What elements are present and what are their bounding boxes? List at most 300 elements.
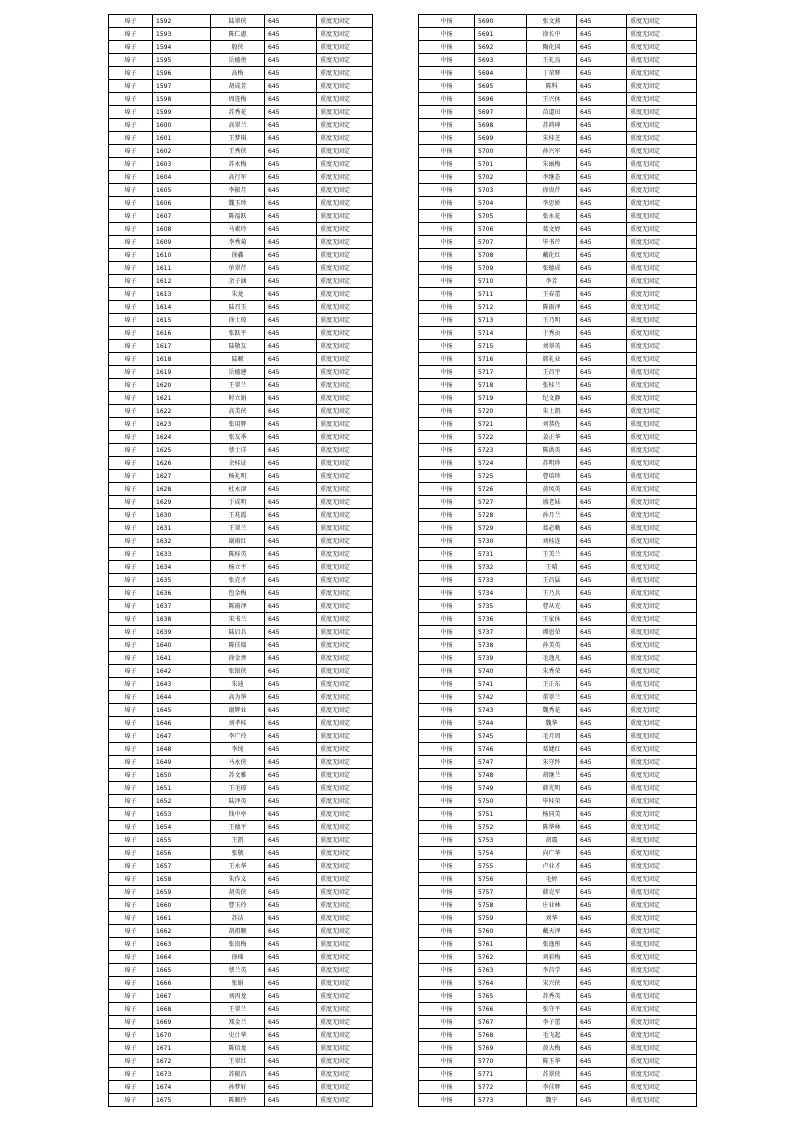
town-cell: 中扬 [419,665,475,678]
id-cell: 1637 [153,600,211,613]
name-cell: 陈桂英 [211,548,265,561]
id-cell: 1615 [153,314,211,327]
table-row [419,600,697,613]
table-row [109,54,373,67]
table-row [419,834,697,847]
amount-cell: 645 [577,1055,627,1068]
town-cell: 中扬 [419,743,475,756]
id-cell: 1596 [153,67,211,80]
table-row [109,158,373,171]
category-cell: 重度无固定 [317,262,373,275]
name-cell: 余桂证 [211,457,265,470]
table-row [109,353,373,366]
category-cell: 重度无固定 [627,405,697,418]
right-roster-table [418,14,697,1107]
table-row [419,197,697,210]
town-cell: 埠子 [109,756,153,769]
town-cell: 中扬 [419,535,475,548]
name-cell: 朱秀荣 [527,665,577,678]
table-row [419,288,697,301]
name-cell: 张友季 [211,431,265,444]
table-row [419,535,697,548]
amount-cell: 645 [577,535,627,548]
table-row [109,496,373,509]
table-row [419,613,697,626]
town-cell: 埠子 [109,223,153,236]
category-cell: 重度无固定 [317,756,373,769]
table-row [419,730,697,743]
town-cell: 中扬 [419,366,475,379]
id-cell: 1659 [153,886,211,899]
table-row [419,496,697,509]
town-cell: 中扬 [419,28,475,41]
id-cell: 5750 [475,795,527,808]
amount-cell: 645 [265,106,317,119]
category-cell: 重度无固定 [317,691,373,704]
amount-cell: 645 [265,275,317,288]
table-row [109,756,373,769]
amount-cell: 645 [265,431,317,444]
town-cell: 埠子 [109,522,153,535]
amount-cell: 645 [577,613,627,626]
table-row [109,782,373,795]
id-cell: 1675 [153,1094,211,1107]
category-cell: 重度无固定 [627,834,697,847]
category-cell: 重度无固定 [627,665,697,678]
table-row [109,41,373,54]
name-cell: 苏秀花 [211,106,265,119]
amount-cell: 645 [577,444,627,457]
town-cell: 埠子 [109,197,153,210]
id-cell: 5721 [475,418,527,431]
table-row [109,639,373,652]
name-cell: 苏永梅 [211,158,265,171]
name-cell: 李广玲 [211,730,265,743]
category-cell: 重度无固定 [317,1081,373,1094]
name-cell: 黄凤英 [527,483,577,496]
name-cell: 郑金兰 [211,1016,265,1029]
category-cell: 重度无固定 [317,171,373,184]
amount-cell: 645 [577,301,627,314]
amount-cell: 645 [577,106,627,119]
id-cell: 5753 [475,834,527,847]
category-cell: 重度无固定 [627,522,697,535]
table-row [419,704,697,717]
table-row [419,171,697,184]
name-cell: 孙梦轩 [211,1081,265,1094]
category-cell: 重度无固定 [317,405,373,418]
town-cell: 中扬 [419,886,475,899]
table-row [109,340,373,353]
town-cell: 埠子 [109,587,153,600]
id-cell: 1616 [153,327,211,340]
category-cell: 重度无固定 [317,652,373,665]
id-cell: 1642 [153,665,211,678]
category-cell: 重度无固定 [317,418,373,431]
town-cell: 埠子 [109,704,153,717]
table-row [419,28,697,41]
amount-cell: 645 [265,340,317,353]
name-cell: 王美兰 [527,548,577,561]
name-cell: 蔡兰英 [211,964,265,977]
amount-cell: 645 [577,899,627,912]
name-cell: 魏玉珍 [211,197,265,210]
id-cell: 1623 [153,418,211,431]
name-cell: 马素玲 [211,223,265,236]
category-cell: 重度无固定 [317,925,373,938]
table-row [109,821,373,834]
town-cell: 中扬 [419,288,475,301]
town-cell: 埠子 [109,67,153,80]
id-cell: 5736 [475,613,527,626]
name-cell: 马永侠 [211,756,265,769]
category-cell: 重度无固定 [627,548,697,561]
left-roster-body [109,15,373,1107]
name-cell: 魏华 [527,717,577,730]
category-cell: 重度无固定 [627,717,697,730]
table-row [109,392,373,405]
amount-cell: 645 [265,730,317,743]
category-cell: 重度无固定 [317,535,373,548]
category-cell: 重度无固定 [317,392,373,405]
category-cell: 重度无固定 [627,171,697,184]
town-cell: 埠子 [109,509,153,522]
id-cell: 5691 [475,28,527,41]
name-cell: 陆翠侠 [211,15,265,28]
id-cell: 5705 [475,210,527,223]
town-cell: 埠子 [109,613,153,626]
amount-cell: 645 [577,769,627,782]
category-cell: 重度无固定 [317,379,373,392]
category-cell: 重度无固定 [317,1003,373,1016]
table-row [109,145,373,158]
id-cell: 1628 [153,483,211,496]
table-row [109,28,373,41]
name-cell: 张用辉 [211,418,265,431]
name-cell: 葛必勤 [527,522,577,535]
name-cell: 陈顺玲 [211,1094,265,1107]
town-cell: 埠子 [109,145,153,158]
amount-cell: 645 [577,275,627,288]
name-cell: 杨礼明 [211,470,265,483]
category-cell: 重度无固定 [627,457,697,470]
town-cell: 中扬 [419,951,475,964]
table-row [419,236,697,249]
town-cell: 埠子 [109,964,153,977]
amount-cell: 645 [577,54,627,67]
town-cell: 埠子 [109,1042,153,1055]
amount-cell: 645 [577,730,627,743]
table-row [419,821,697,834]
name-cell: 王秀侠 [211,145,265,158]
name-cell: 于秀贡 [527,327,577,340]
category-cell: 重度无固定 [627,782,697,795]
name-cell: 胡继兰 [527,769,577,782]
name-cell: 朱龙 [211,288,265,301]
amount-cell: 645 [577,652,627,665]
town-cell: 中扬 [419,977,475,990]
category-cell: 重度无固定 [317,67,373,80]
amount-cell: 645 [265,1029,317,1042]
amount-cell: 645 [577,509,627,522]
name-cell: 韩礼业 [527,353,577,366]
amount-cell: 645 [577,366,627,379]
id-cell: 5759 [475,912,527,925]
table-row [419,652,697,665]
id-cell: 5698 [475,119,527,132]
town-cell: 埠子 [109,392,153,405]
category-cell: 重度无固定 [317,314,373,327]
name-cell: 朱作义 [211,873,265,886]
name-cell: 刘桂连 [527,535,577,548]
id-cell: 5719 [475,392,527,405]
name-cell: 谢辉业 [211,704,265,717]
name-cell: 苗道田 [527,106,577,119]
amount-cell: 645 [265,418,317,431]
category-cell: 重度无固定 [317,782,373,795]
amount-cell: 645 [577,93,627,106]
amount-cell: 645 [265,93,317,106]
id-cell: 1647 [153,730,211,743]
name-cell: 李昌学 [527,964,577,977]
table-row [109,1094,373,1107]
table-row [109,93,373,106]
town-cell: 埠子 [109,990,153,1003]
table-row [109,444,373,457]
amount-cell: 645 [265,314,317,327]
name-cell: 张永花 [527,210,577,223]
name-cell: 岳德勇 [211,54,265,67]
name-cell: 孙兴军 [527,145,577,158]
category-cell: 重度无固定 [317,522,373,535]
id-cell: 1665 [153,964,211,977]
town-cell: 中扬 [419,938,475,951]
amount-cell: 645 [265,301,317,314]
category-cell: 重度无固定 [627,1016,697,1029]
table-row [109,613,373,626]
town-cell: 埠子 [109,743,153,756]
name-cell: 陈仁惠 [211,28,265,41]
town-cell: 中扬 [419,574,475,587]
category-cell: 重度无固定 [627,743,697,756]
town-cell: 埠子 [109,600,153,613]
category-cell: 重度无固定 [627,678,697,691]
category-cell: 重度无固定 [627,561,697,574]
id-cell: 5707 [475,236,527,249]
category-cell: 重度无固定 [317,795,373,808]
amount-cell: 645 [265,444,317,457]
name-cell: 陈华林 [527,821,577,834]
table-row [419,379,697,392]
id-cell: 1598 [153,93,211,106]
amount-cell: 645 [265,1068,317,1081]
category-cell: 重度无固定 [317,184,373,197]
town-cell: 中扬 [419,912,475,925]
category-cell: 重度无固定 [317,886,373,899]
amount-cell: 645 [577,938,627,951]
table-row [419,1016,697,1029]
town-cell: 中扬 [419,1081,475,1094]
category-cell: 重度无固定 [627,275,697,288]
name-cell: 王家休 [527,613,577,626]
table-row [109,743,373,756]
category-cell: 重度无固定 [627,444,697,457]
amount-cell: 645 [577,808,627,821]
name-cell: 王春蕾 [527,288,577,301]
table-row [419,938,697,951]
town-cell: 中扬 [419,795,475,808]
table-row [419,1029,697,1042]
town-cell: 中扬 [419,483,475,496]
town-cell: 埠子 [109,860,153,873]
id-cell: 1663 [153,938,211,951]
name-cell: 李秀菊 [211,236,265,249]
name-cell: 董翠兰 [527,691,577,704]
amount-cell: 645 [577,717,627,730]
town-cell: 埠子 [109,574,153,587]
town-cell: 中扬 [419,405,475,418]
town-cell: 中扬 [419,808,475,821]
id-cell: 1668 [153,1003,211,1016]
town-cell: 中扬 [419,860,475,873]
id-cell: 5729 [475,522,527,535]
table-row [419,158,697,171]
id-cell: 5757 [475,886,527,899]
town-cell: 埠子 [109,1016,153,1029]
table-row [109,574,373,587]
town-cell: 中扬 [419,1016,475,1029]
amount-cell: 645 [577,873,627,886]
id-cell: 1660 [153,899,211,912]
town-cell: 中扬 [419,1029,475,1042]
amount-cell: 645 [577,860,627,873]
town-cell: 中扬 [419,821,475,834]
id-cell: 5730 [475,535,527,548]
category-cell: 重度无固定 [317,496,373,509]
town-cell: 埠子 [109,652,153,665]
table-row [419,249,697,262]
town-cell: 埠子 [109,769,153,782]
amount-cell: 645 [265,548,317,561]
id-cell: 1595 [153,54,211,67]
town-cell: 埠子 [109,717,153,730]
id-cell: 5701 [475,158,527,171]
amount-cell: 645 [577,145,627,158]
town-cell: 埠子 [109,639,153,652]
amount-cell: 645 [265,1016,317,1029]
table-row [419,964,697,977]
town-cell: 中扬 [419,15,475,28]
table-row [109,548,373,561]
town-cell: 中扬 [419,1042,475,1055]
name-cell: 盛老妹 [527,496,577,509]
town-cell: 埠子 [109,418,153,431]
category-cell: 重度无固定 [627,158,697,171]
town-cell: 埠子 [109,106,153,119]
table-row [419,1094,697,1107]
id-cell: 5763 [475,964,527,977]
category-cell: 重度无固定 [627,600,697,613]
id-cell: 1634 [153,561,211,574]
name-cell: 陈雨泽 [527,301,577,314]
id-cell: 5751 [475,808,527,821]
name-cell: 陈科 [527,80,577,93]
amount-cell: 645 [577,236,627,249]
table-row [419,990,697,1003]
name-cell: 苏翠侠 [527,1068,577,1081]
town-cell: 中扬 [419,132,475,145]
id-cell: 5692 [475,41,527,54]
town-cell: 埠子 [109,28,153,41]
name-cell: 王昌猛 [527,574,577,587]
category-cell: 重度无固定 [627,41,697,54]
town-cell: 埠子 [109,288,153,301]
amount-cell: 645 [265,782,317,795]
amount-cell: 645 [265,483,317,496]
table-row [419,327,697,340]
category-cell: 重度无固定 [627,379,697,392]
category-cell: 重度无固定 [317,600,373,613]
town-cell: 埠子 [109,327,153,340]
town-cell: 中扬 [419,314,475,327]
amount-cell: 645 [577,41,627,54]
name-cell: 张德成 [527,262,577,275]
category-cell: 重度无固定 [627,470,697,483]
name-cell: 王礼良 [527,54,577,67]
town-cell: 埠子 [109,899,153,912]
category-cell: 重度无固定 [627,938,697,951]
amount-cell: 645 [577,262,627,275]
name-cell: 张银侠 [211,665,265,678]
amount-cell: 645 [265,41,317,54]
amount-cell: 645 [265,405,317,418]
id-cell: 5690 [475,15,527,28]
category-cell: 重度无固定 [627,249,697,262]
category-cell: 重度无固定 [317,340,373,353]
id-cell: 1670 [153,1029,211,1042]
name-cell: 苏明珍 [527,457,577,470]
table-row [419,1068,697,1081]
table-row [109,275,373,288]
id-cell: 5752 [475,821,527,834]
town-cell: 埠子 [109,665,153,678]
name-cell: 刘华 [527,912,577,925]
table-row [419,665,697,678]
id-cell: 1606 [153,197,211,210]
id-cell: 1657 [153,860,211,873]
amount-cell: 645 [265,691,317,704]
amount-cell: 645 [577,522,627,535]
amount-cell: 645 [265,470,317,483]
id-cell: 1610 [153,249,211,262]
name-cell: 殷侠 [211,41,265,54]
amount-cell: 645 [265,67,317,80]
name-cell: 苏秀英 [527,990,577,1003]
town-cell: 中扬 [419,691,475,704]
name-cell: 王梦琪 [211,132,265,145]
amount-cell: 645 [577,821,627,834]
id-cell: 1640 [153,639,211,652]
category-cell: 重度无固定 [627,80,697,93]
town-cell: 埠子 [109,886,153,899]
town-cell: 埠子 [109,80,153,93]
id-cell: 1617 [153,340,211,353]
id-cell: 5755 [475,860,527,873]
town-cell: 中扬 [419,119,475,132]
table-row [419,314,697,327]
table-row [419,587,697,600]
category-cell: 重度无固定 [317,730,373,743]
